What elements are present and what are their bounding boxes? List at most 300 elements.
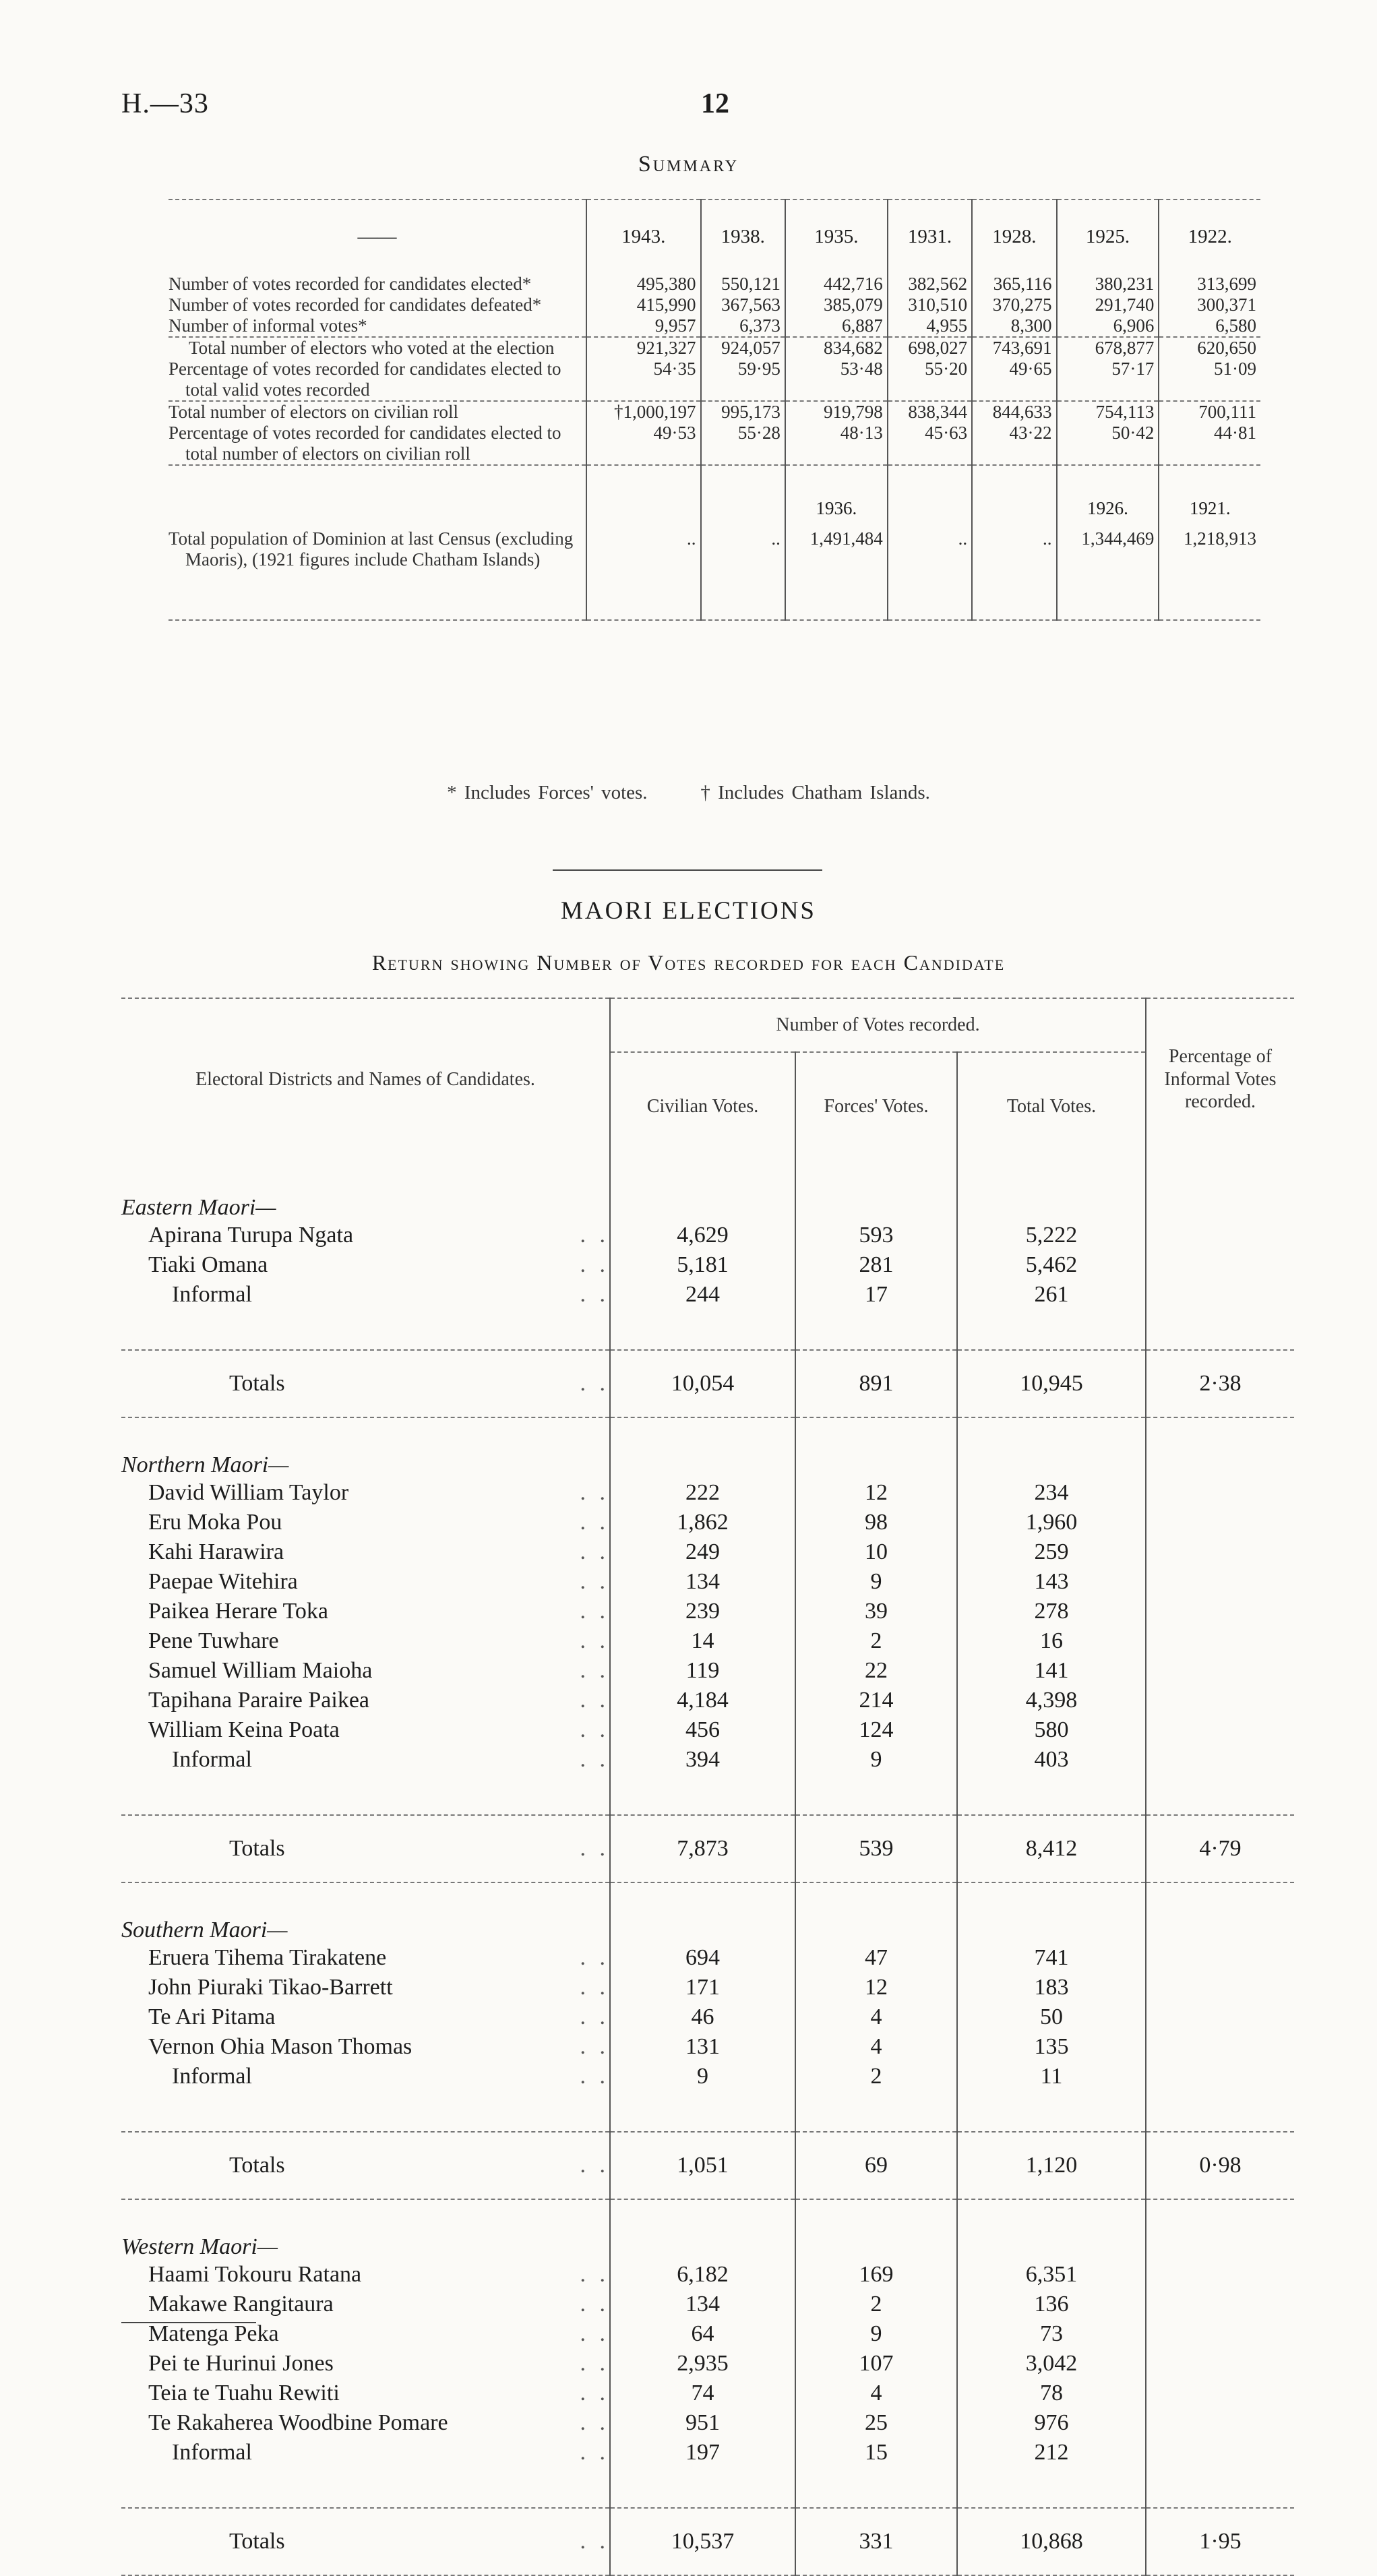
census-year-cell bbox=[701, 465, 785, 519]
candidate-name: Eruera Tihema Tirakatene bbox=[148, 1945, 387, 1970]
census-year-cell: 1926. bbox=[1057, 465, 1159, 519]
totals-forces: 539 bbox=[795, 1815, 957, 1882]
total-votes: 259 bbox=[957, 1537, 1146, 1567]
summary-footnotes bbox=[0, 782, 1377, 804]
summary-value: 678,877 bbox=[1057, 337, 1159, 359]
empty-cell bbox=[957, 2467, 1146, 2508]
population-value: .. bbox=[888, 519, 972, 620]
maori-header-row-1 bbox=[121, 998, 1294, 1052]
total-votes: 261 bbox=[957, 1280, 1146, 1310]
total-votes: 580 bbox=[957, 1715, 1146, 1745]
civilian-votes: 249 bbox=[610, 1537, 795, 1567]
candidate-row bbox=[121, 1508, 1294, 1537]
total-votes: 143 bbox=[957, 1567, 1146, 1597]
candidate-name-cell bbox=[121, 1715, 610, 1745]
summary-value: 385,079 bbox=[785, 295, 888, 315]
summary-value: 370,275 bbox=[972, 295, 1056, 315]
summary-value: 300,371 bbox=[1159, 295, 1260, 315]
candidate-row bbox=[121, 1478, 1294, 1508]
spacer-row bbox=[121, 1775, 1294, 1815]
district-row bbox=[121, 1882, 1294, 1943]
population-value: .. bbox=[586, 519, 701, 620]
candidate-name-wrap bbox=[172, 2440, 609, 2465]
leader-dots: . . bbox=[580, 1539, 609, 1564]
empty-cell bbox=[1146, 2408, 1294, 2438]
candidate-row bbox=[121, 2002, 1294, 2032]
candidate-row bbox=[121, 1656, 1294, 1686]
candidate-name-cell bbox=[121, 2002, 610, 2032]
leader-dots: . . bbox=[580, 1945, 609, 1970]
empty-cell bbox=[1146, 1310, 1294, 1350]
summary-value: 919,798 bbox=[785, 401, 888, 423]
summary-row bbox=[169, 423, 1260, 465]
candidate-name-wrap bbox=[148, 2351, 609, 2376]
empty-cell bbox=[1146, 2002, 1294, 2032]
totals-civilian: 10,537 bbox=[610, 2508, 795, 2575]
page-number: 12 bbox=[701, 88, 729, 119]
empty-cell bbox=[795, 2467, 957, 2508]
candidate-name: Apirana Turupa Ngata bbox=[148, 1223, 354, 1248]
candidate-name-cell bbox=[121, 1597, 610, 1626]
civilian-votes: 4,629 bbox=[610, 1221, 795, 1250]
document-reference: H.—33 bbox=[121, 88, 209, 119]
forces-votes: 2 bbox=[795, 1626, 957, 1656]
leader-dots: . . bbox=[580, 2064, 609, 2089]
empty-cell bbox=[1146, 1221, 1294, 1250]
candidate-name: David William Taylor bbox=[148, 1480, 349, 1505]
summary-value: 550,121 bbox=[701, 274, 785, 295]
candidate-name-wrap bbox=[148, 2262, 609, 2288]
candidate-row bbox=[121, 2408, 1294, 2438]
empty-cell bbox=[957, 2199, 1146, 2260]
candidate-name-wrap bbox=[148, 1975, 609, 2000]
candidate-row bbox=[121, 1973, 1294, 2002]
leader-dots: . . bbox=[580, 2351, 609, 2376]
census-year-row bbox=[169, 465, 1260, 519]
totals-forces: 891 bbox=[795, 1350, 957, 1417]
total-votes: 141 bbox=[957, 1656, 1146, 1686]
empty-cell bbox=[1146, 1626, 1294, 1656]
leader-dots: . . bbox=[580, 1836, 609, 1861]
candidate-row bbox=[121, 1686, 1294, 1715]
empty-cell bbox=[1146, 1508, 1294, 1537]
total-votes: 4,398 bbox=[957, 1686, 1146, 1715]
civilian-votes: 9 bbox=[610, 2062, 795, 2091]
candidate-name: Informal bbox=[172, 1747, 252, 1772]
empty-cell bbox=[795, 1775, 957, 1815]
candidate-name-wrap bbox=[148, 1252, 609, 1278]
district-name: Western Maori— bbox=[121, 2234, 278, 2259]
empty-cell bbox=[1146, 1417, 1294, 1478]
forces-votes: 98 bbox=[795, 1508, 957, 1537]
population-value: 1,218,913 bbox=[1159, 519, 1260, 620]
total-votes: 741 bbox=[957, 1943, 1146, 1973]
maori-elections-title: MAORI ELECTIONS bbox=[560, 897, 816, 925]
totals-total: 8,412 bbox=[957, 1815, 1146, 1882]
footnote-chatham: † Includes Chatham Islands. bbox=[700, 782, 930, 803]
summary-value: 495,380 bbox=[586, 274, 701, 295]
leader-dots: . . bbox=[580, 1975, 609, 2000]
totals-row bbox=[121, 2132, 1294, 2199]
leader-dots: . . bbox=[580, 2410, 609, 2435]
total-votes: 136 bbox=[957, 2290, 1146, 2319]
empty-cell bbox=[795, 1882, 957, 1943]
total-votes: 78 bbox=[957, 2379, 1146, 2408]
footnote-forces: * Includes Forces' votes. bbox=[447, 782, 648, 803]
footer-rule bbox=[121, 2322, 256, 2323]
candidate-name-wrap bbox=[148, 1223, 609, 1248]
year-1938: 1938. bbox=[701, 200, 785, 274]
census-year-cell bbox=[972, 465, 1056, 519]
year-1943: 1943. bbox=[586, 200, 701, 274]
civilian-votes: 2,935 bbox=[610, 2349, 795, 2379]
empty-cell bbox=[610, 1882, 795, 1943]
candidate-name: Eru Moka Pou bbox=[148, 1510, 282, 1535]
year-1935: 1935. bbox=[785, 200, 888, 274]
candidate-row bbox=[121, 2438, 1294, 2467]
summary-value: 49·53 bbox=[586, 423, 701, 465]
totals-civilian: 1,051 bbox=[610, 2132, 795, 2199]
candidate-row bbox=[121, 1715, 1294, 1745]
empty-cell bbox=[957, 1417, 1146, 1478]
candidate-name-cell bbox=[121, 1250, 610, 1280]
candidate-name: Paepae Witehira bbox=[148, 1569, 298, 1594]
total-votes: 50 bbox=[957, 2002, 1146, 2032]
candidate-name: Te Ari Pitama bbox=[148, 2004, 276, 2029]
district-name: Eastern Maori— bbox=[121, 1195, 276, 1220]
candidate-name-cell bbox=[121, 1686, 610, 1715]
civilian-votes: 131 bbox=[610, 2032, 795, 2062]
summary-row-label: Number of votes recorded for candidates elected* bbox=[169, 274, 532, 294]
census-year-cell bbox=[586, 465, 701, 519]
summary-value: 49·65 bbox=[972, 359, 1056, 401]
summary-row-label: Number of votes recorded for candidates defeated* bbox=[169, 295, 542, 315]
civilian-votes: 239 bbox=[610, 1597, 795, 1626]
empty-cell bbox=[610, 2199, 795, 2260]
civilian-votes: 197 bbox=[610, 2438, 795, 2467]
candidate-name-cell bbox=[121, 2290, 610, 2319]
candidate-name-wrap bbox=[148, 1628, 609, 1654]
totals-row bbox=[121, 1815, 1294, 1882]
candidate-row bbox=[121, 1221, 1294, 1250]
empty-cell bbox=[1146, 2199, 1294, 2260]
summary-value: 55·20 bbox=[888, 359, 972, 401]
empty-cell bbox=[795, 1310, 957, 1350]
civilian-votes: 64 bbox=[610, 2319, 795, 2349]
candidate-name-cell bbox=[121, 1221, 610, 1250]
candidate-name-wrap bbox=[148, 1510, 609, 1535]
summary-value: 442,716 bbox=[785, 274, 888, 295]
forces-votes: 4 bbox=[795, 2032, 957, 2062]
empty-cell bbox=[1146, 2290, 1294, 2319]
candidate-name-wrap bbox=[172, 1282, 609, 1308]
summary-value: 844,633 bbox=[972, 401, 1056, 423]
empty-cell bbox=[1146, 1537, 1294, 1567]
leader-dots: . . bbox=[580, 1223, 609, 1248]
total-votes: 212 bbox=[957, 2438, 1146, 2467]
forces-votes: 9 bbox=[795, 1745, 957, 1775]
census-year-label-empty bbox=[169, 465, 586, 519]
empty-cell bbox=[121, 2091, 610, 2132]
empty-cell bbox=[1146, 1597, 1294, 1626]
candidate-name-wrap bbox=[148, 2321, 609, 2347]
empty-cell bbox=[610, 2091, 795, 2132]
leader-dots: . . bbox=[580, 1510, 609, 1535]
summary-value: 8,300 bbox=[972, 315, 1056, 337]
total-votes: 976 bbox=[957, 2408, 1146, 2438]
empty-cell bbox=[957, 1775, 1146, 1815]
civilian-votes: 134 bbox=[610, 1567, 795, 1597]
leader-dots: . . bbox=[580, 2321, 609, 2346]
candidate-row bbox=[121, 1567, 1294, 1597]
candidate-row bbox=[121, 1626, 1294, 1656]
summary-value: 6,580 bbox=[1159, 315, 1260, 337]
civilian-votes: 14 bbox=[610, 1626, 795, 1656]
empty-cell bbox=[1146, 1745, 1294, 1775]
total-votes: 183 bbox=[957, 1973, 1146, 2002]
summary-value: 54·35 bbox=[586, 359, 701, 401]
informal-percentage: 2·38 bbox=[1146, 1350, 1294, 1417]
candidate-name-wrap bbox=[148, 2004, 609, 2030]
civilian-votes: 394 bbox=[610, 1745, 795, 1775]
totals-label-wrap bbox=[229, 1371, 609, 1397]
candidate-name: Makawe Rangitaura bbox=[148, 2292, 334, 2317]
forces-votes: 214 bbox=[795, 1686, 957, 1715]
candidate-name: Samuel William Maioha bbox=[148, 1658, 373, 1683]
empty-cell bbox=[795, 1160, 957, 1221]
summary-year-header bbox=[169, 200, 1260, 274]
summary-table bbox=[169, 199, 1260, 621]
empty-cell bbox=[1146, 2319, 1294, 2349]
candidate-name: Paikea Herare Toka bbox=[148, 1599, 328, 1624]
candidate-name-cell bbox=[121, 2032, 610, 2062]
empty-cell bbox=[1146, 1478, 1294, 1508]
informal-percentage: 0·98 bbox=[1146, 2132, 1294, 2199]
civilian-votes: 456 bbox=[610, 1715, 795, 1745]
year-1928: 1928. bbox=[972, 200, 1056, 274]
totals-forces: 69 bbox=[795, 2132, 957, 2199]
summary-value: 620,650 bbox=[1159, 337, 1260, 359]
forces-votes: 47 bbox=[795, 1943, 957, 1973]
total-votes: 234 bbox=[957, 1478, 1146, 1508]
year-1925: 1925. bbox=[1057, 200, 1159, 274]
candidate-name: Pei te Hurinui Jones bbox=[148, 2351, 334, 2376]
census-year-cell: 1936. bbox=[785, 465, 888, 519]
candidate-name: Matenga Peka bbox=[148, 2321, 279, 2346]
forces-votes: 25 bbox=[795, 2408, 957, 2438]
col-percentage-header: Percentage of Informal Votes recorded. bbox=[1146, 998, 1294, 1160]
summary-row bbox=[169, 359, 1260, 401]
totals-forces: 331 bbox=[795, 2508, 957, 2575]
total-votes: 5,222 bbox=[957, 1221, 1146, 1250]
summary-value: 51·09 bbox=[1159, 359, 1260, 401]
summary-title: Summary bbox=[638, 152, 739, 177]
maori-return-subtitle: Return showing Number of Votes recorded for each Candidate bbox=[371, 950, 1006, 975]
candidate-name-wrap bbox=[148, 2381, 609, 2406]
spacer-row bbox=[121, 2091, 1294, 2132]
candidate-name-wrap bbox=[148, 1688, 609, 1713]
totals-label-wrap bbox=[229, 1836, 609, 1862]
forces-votes: 2 bbox=[795, 2062, 957, 2091]
leader-dots: . . bbox=[580, 1688, 609, 1713]
col-total-header: Total Votes. bbox=[957, 1052, 1146, 1160]
empty-cell bbox=[1146, 1686, 1294, 1715]
summary-value: 313,699 bbox=[1159, 274, 1260, 295]
candidate-name-wrap bbox=[148, 1569, 609, 1595]
candidate-row bbox=[121, 2260, 1294, 2290]
candidate-name-cell bbox=[121, 1943, 610, 1973]
col-district-header: Electoral Districts and Names of Candidates. bbox=[121, 998, 610, 1160]
candidate-name-wrap bbox=[148, 2034, 609, 2060]
empty-cell bbox=[610, 1160, 795, 1221]
totals-row bbox=[121, 1350, 1294, 1417]
leader-dots: . . bbox=[580, 2381, 609, 2405]
spacer-row bbox=[121, 2467, 1294, 2508]
forces-votes: 10 bbox=[795, 1537, 957, 1567]
summary-value: †1,000,197 bbox=[586, 401, 701, 423]
candidate-row bbox=[121, 1745, 1294, 1775]
empty-cell bbox=[121, 1310, 610, 1350]
candidate-name: Informal bbox=[172, 2440, 252, 2465]
leader-dots: . . bbox=[580, 2440, 609, 2465]
civilian-votes: 694 bbox=[610, 1943, 795, 1973]
summary-value: 6,906 bbox=[1057, 315, 1159, 337]
empty-cell bbox=[121, 2467, 610, 2508]
summary-value: 48·13 bbox=[785, 423, 888, 465]
leader-dots: . . bbox=[580, 2262, 609, 2287]
candidate-name: Kahi Harawira bbox=[148, 1539, 284, 1564]
leader-dots: . . bbox=[580, 2034, 609, 2059]
summary-row-label: Percentage of votes recorded for candidates elected to total valid votes recorded bbox=[169, 359, 561, 400]
candidate-name-cell bbox=[121, 1478, 610, 1508]
totals-label: Totals bbox=[229, 2153, 285, 2178]
candidate-name-cell bbox=[121, 2408, 610, 2438]
civilian-votes: 222 bbox=[610, 1478, 795, 1508]
summary-value: 700,111 bbox=[1159, 401, 1260, 423]
civilian-votes: 119 bbox=[610, 1656, 795, 1686]
summary-value: 43·22 bbox=[972, 423, 1056, 465]
summary-value: 754,113 bbox=[1057, 401, 1159, 423]
total-votes: 16 bbox=[957, 1626, 1146, 1656]
summary-value: 55·28 bbox=[701, 423, 785, 465]
maori-votes-table bbox=[121, 998, 1294, 2576]
district-row bbox=[121, 1160, 1294, 1221]
summary-value: 57·17 bbox=[1057, 359, 1159, 401]
forces-votes: 22 bbox=[795, 1656, 957, 1686]
candidate-name-cell bbox=[121, 2260, 610, 2290]
totals-row bbox=[121, 2508, 1294, 2575]
candidate-name-cell bbox=[121, 1626, 610, 1656]
empty-cell bbox=[610, 1775, 795, 1815]
candidate-name: Vernon Ohia Mason Thomas bbox=[148, 2034, 412, 2059]
district-name: Southern Maori— bbox=[121, 1918, 288, 1942]
empty-cell bbox=[1146, 2467, 1294, 2508]
candidate-name-cell bbox=[121, 1508, 610, 1537]
summary-row-label: Total number of electors who voted at the election bbox=[169, 337, 586, 359]
leader-dots: . . bbox=[580, 1480, 609, 1505]
summary-value: 382,562 bbox=[888, 274, 972, 295]
summary-row bbox=[169, 295, 1260, 315]
candidate-name-cell bbox=[121, 1656, 610, 1686]
totals-label-cell bbox=[121, 1350, 610, 1417]
civilian-votes: 244 bbox=[610, 1280, 795, 1310]
summary-value: 365,116 bbox=[972, 274, 1056, 295]
summary-body bbox=[169, 274, 1260, 620]
summary-row-label: Total number of electors on civilian roll bbox=[169, 401, 586, 423]
summary-value: 59·95 bbox=[701, 359, 785, 401]
candidate-name: Informal bbox=[172, 1282, 252, 1307]
summary-value: 291,740 bbox=[1057, 295, 1159, 315]
total-votes: 403 bbox=[957, 1745, 1146, 1775]
section-divider bbox=[553, 869, 822, 871]
candidate-name-wrap bbox=[148, 1539, 609, 1565]
candidate-row bbox=[121, 2319, 1294, 2349]
candidate-row bbox=[121, 2349, 1294, 2379]
leader-dots: . . bbox=[580, 1717, 609, 1742]
summary-row-label: Percentage of votes recorded for candidates elected to total number of electors on civilian roll bbox=[169, 423, 561, 464]
empty-cell bbox=[1146, 2091, 1294, 2132]
totals-total: 10,945 bbox=[957, 1350, 1146, 1417]
candidate-name-wrap bbox=[148, 1658, 609, 1684]
empty-cell bbox=[1146, 2062, 1294, 2091]
totals-label-cell bbox=[121, 2508, 610, 2575]
candidate-name-cell bbox=[121, 2319, 610, 2349]
summary-row bbox=[169, 315, 1260, 337]
summary-value: 44·81 bbox=[1159, 423, 1260, 465]
civilian-votes: 6,182 bbox=[610, 2260, 795, 2290]
totals-label-wrap bbox=[229, 2153, 609, 2178]
civilian-votes: 171 bbox=[610, 1973, 795, 2002]
candidate-name: Pene Tuwhare bbox=[148, 1628, 279, 1653]
empty-cell bbox=[610, 2467, 795, 2508]
empty-cell bbox=[1146, 1882, 1294, 1943]
leader-dots: . . bbox=[580, 1252, 609, 1277]
candidate-row bbox=[121, 2290, 1294, 2319]
empty-cell bbox=[610, 1417, 795, 1478]
district-row bbox=[121, 2199, 1294, 2260]
totals-civilian: 7,873 bbox=[610, 1815, 795, 1882]
forces-votes: 9 bbox=[795, 2319, 957, 2349]
totals-label-cell bbox=[121, 1815, 610, 1882]
population-value: .. bbox=[972, 519, 1056, 620]
total-votes: 1,960 bbox=[957, 1508, 1146, 1537]
candidate-name-cell bbox=[121, 2379, 610, 2408]
civilian-votes: 74 bbox=[610, 2379, 795, 2408]
summary-value: 924,057 bbox=[701, 337, 785, 359]
leader-dots: . . bbox=[580, 2292, 609, 2317]
civilian-votes: 1,862 bbox=[610, 1508, 795, 1537]
col-votes-group-header: Number of Votes recorded. bbox=[610, 998, 1146, 1052]
empty-cell bbox=[1146, 1656, 1294, 1686]
candidate-name-cell bbox=[121, 1280, 610, 1310]
candidate-name: William Keina Poata bbox=[148, 1717, 340, 1742]
summary-value: 9,957 bbox=[586, 315, 701, 337]
candidate-name-cell bbox=[121, 1567, 610, 1597]
candidate-row bbox=[121, 1537, 1294, 1567]
population-row bbox=[169, 519, 1260, 620]
totals-label-wrap bbox=[229, 2529, 609, 2554]
empty-cell bbox=[1146, 2260, 1294, 2290]
summary-value: 310,510 bbox=[888, 295, 972, 315]
summary-value: 698,027 bbox=[888, 337, 972, 359]
empty-cell bbox=[1146, 1567, 1294, 1597]
empty-cell bbox=[957, 1160, 1146, 1221]
totals-label: Totals bbox=[229, 1371, 285, 1396]
candidate-name: Te Rakaherea Woodbine Pomare bbox=[148, 2410, 448, 2435]
year-1922: 1922. bbox=[1159, 200, 1260, 274]
summary-value: 6,373 bbox=[701, 315, 785, 337]
candidate-row bbox=[121, 2379, 1294, 2408]
